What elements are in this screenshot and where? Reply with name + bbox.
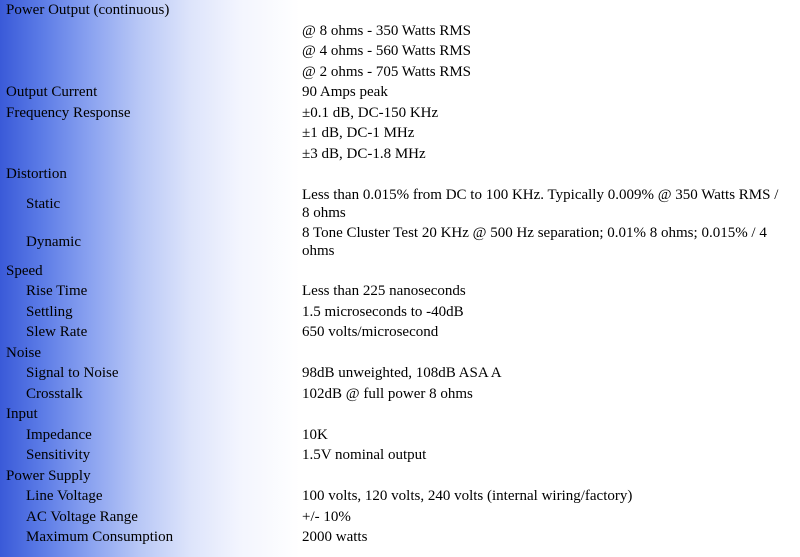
spec-label: Input <box>6 406 38 423</box>
spec-row <box>0 185 800 223</box>
spec-label: Rise Time <box>26 283 88 300</box>
spec-value: @ 4 ohms - 560 Watts RMS <box>302 43 472 60</box>
spec-row <box>0 322 800 343</box>
spec-value: 90 Amps peak <box>302 84 388 101</box>
spec-value: 100 volts, 120 volts, 240 volts (internal wiring/factory) <box>302 488 633 505</box>
spec-row <box>0 445 800 466</box>
spec-row <box>0 486 800 507</box>
spec-value: 98dB unweighted, 108dB ASA A <box>302 365 502 382</box>
spec-label: Output Current <box>6 84 98 101</box>
spec-label: Sensitivity <box>26 447 91 464</box>
spec-value: ±0.1 dB, DC-150 KHz <box>302 104 439 121</box>
spec-row <box>0 384 800 405</box>
spec-row <box>0 425 800 446</box>
spec-label: Static <box>26 195 61 212</box>
spec-value: 1.5V nominal output <box>302 447 427 464</box>
spec-row <box>0 404 800 425</box>
spec-label: Crosstalk <box>26 385 83 402</box>
spec-row <box>0 223 800 261</box>
spec-row <box>0 123 800 144</box>
spec-label: Impedance <box>26 426 92 443</box>
spec-label: Noise <box>6 344 41 361</box>
spec-label: Power Supply <box>6 467 91 484</box>
spec-value: Less than 0.015% from DC to 100 KHz. Typically 0.009% @ 350 Watts RMS / 8 ohms <box>302 186 779 221</box>
spec-row <box>0 261 800 282</box>
spec-row <box>0 164 800 185</box>
spec-row <box>0 62 800 83</box>
spec-value: 2000 watts <box>302 529 368 546</box>
spec-value: +/- 10% <box>302 508 351 525</box>
spec-label: Settling <box>26 303 73 320</box>
spec-row <box>0 363 800 384</box>
spec-label: Maximum Consumption <box>26 529 174 546</box>
spec-label: Frequency Response <box>6 104 131 121</box>
spec-row <box>0 343 800 364</box>
spec-label: Dynamic <box>26 233 81 250</box>
spec-value: 102dB @ full power 8 ohms <box>302 385 473 402</box>
spec-value: 10K <box>302 426 328 443</box>
spec-row <box>0 302 800 323</box>
spec-value: ±1 dB, DC-1 MHz <box>302 125 415 142</box>
spec-label: AC Voltage Range <box>26 508 138 525</box>
spec-value: 650 volts/microsecond <box>302 324 439 341</box>
spec-label: Power Output (continuous) <box>6 2 170 19</box>
spec-label: Slew Rate <box>26 324 88 341</box>
spec-value: @ 2 ohms - 705 Watts RMS <box>302 63 472 80</box>
spec-row <box>0 0 800 21</box>
spec-value: 1.5 microseconds to -40dB <box>302 303 464 320</box>
spec-row <box>0 41 800 62</box>
spec-value: Less than 225 nanoseconds <box>302 283 466 300</box>
spec-row <box>0 21 800 42</box>
spec-row <box>0 144 800 165</box>
spec-label: Distortion <box>6 166 67 183</box>
spec-row <box>0 466 800 487</box>
spec-row <box>0 527 800 548</box>
spec-row <box>0 103 800 124</box>
spec-label: Signal to Noise <box>26 365 119 382</box>
spec-row <box>0 82 800 103</box>
spec-value: @ 8 ohms - 350 Watts RMS <box>302 22 472 39</box>
spec-label: Speed <box>6 262 43 279</box>
spec-row <box>0 281 800 302</box>
spec-value: 8 Tone Cluster Test 20 KHz @ 500 Hz separation; 0.01% 8 ohms; 0.015% / 4 ohms <box>302 224 767 259</box>
spec-row <box>0 507 800 528</box>
spec-label: Line Voltage <box>26 488 103 505</box>
spec-value: ±3 dB, DC-1.8 MHz <box>302 145 426 162</box>
